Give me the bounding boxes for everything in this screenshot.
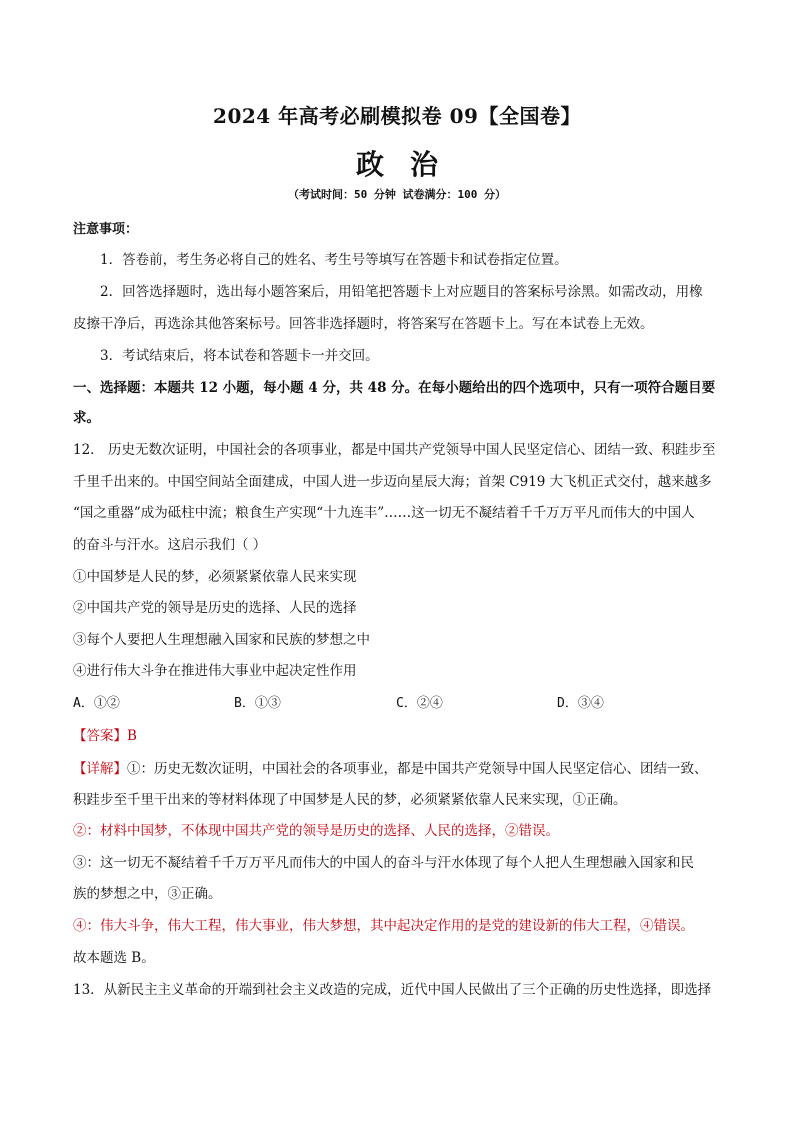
q12-stem-line-3: “国之重器”成为砥柱中流；粮食生产实现“十九连丰”……这一切无不凝结着千千万万平凡而伟大的中国人 [73,505,695,521]
q12-statement-3: ③每个人要把人生理想融入国家和民族的梦想之中 [73,632,370,648]
notice-item-2-line-1: 2．回答选择题时，选出每小题答案后，用铅笔把答题卡上对应题目的答案标号涂黑。如需改动，用橡 [100,284,703,300]
q12-detail-item-4: ④：伟大斗争，伟大工程，伟大事业，伟大梦想，其中起决定作用的是党的建设新的伟大工程，④错误。 [73,918,694,934]
notice-title: 注意事项： [73,222,139,237]
notice-item-2-line-2: 皮擦干净后，再选涂其他答案标号。回答非选择题时，将答案写在答题卡上。写在本试卷上无效。 [73,316,654,332]
exam-info: （考试时间：50 分钟 试卷满分：100 分） [288,188,506,201]
q12-answer: 【答案】B [73,728,137,744]
q12-stem-line-2: 千里千出来的。中国空间站全面建成，中国人进一步迈向星辰大海；首架 C919 大飞机正式交付，越来越多 [73,474,712,490]
detail-item-1-text: ①：历史无数次证明，中国社会的各项事业，都是中国共产党领导中国人民坚定信心、团结一致、 [127,761,708,777]
q12-conclusion: 故本题选 B。 [73,950,155,966]
detail-label: 【详解】 [73,761,127,777]
notice-item-1: 1．答卷前，考生务必将自己的姓名、考生号等填写在答题卡和试卷指定位置。 [100,252,568,268]
q12-detail-item-3-line-1: ③：这一切无不凝结着千千万万平凡而伟大的中国人的奋斗与汗水体现了每个人把人生理想融入国家和民 [73,855,694,871]
q12-statement-2: ②中国共产党的领导是历史的选择、人民的选择 [73,600,357,616]
q12-option-b: B．①③ [234,696,281,711]
q12-detail-line-1 [73,759,708,779]
q13-stem-line-1: 13．从新民主主义革命的开端到社会主义改造的完成，近代中国人民做出了三个正确的历史性选择，即选择 [73,982,712,998]
notice-item-3: 3．考试结束后，将本试卷和答题卡一并交回。 [100,348,379,364]
q12-detail-line-2: 积跬步至千里干出来的等材料体现了中国梦是人民的梦，必须紧紧依靠人民来实现，①正确。 [73,792,627,808]
q12-detail-item-3-line-2: 族的梦想之中，③正确。 [73,886,222,902]
q12-option-a: A．①② [73,696,120,711]
exam-title: 2024 年高考必刷模拟卷 09【全国卷】 [213,104,581,128]
section-heading-line-2: 求。 [73,410,100,426]
q12-detail-item-2: ②：材料中国梦，不体现中国共产党的领导是历史的选择、人民的选择，②错误。 [73,823,559,839]
q12-option-c: C．②④ [396,696,443,711]
section-heading-line-1: 一、选择题：本题共 12 小题，每小题 4 分，共 48 分。在每小题给出的四个选项中，只有一项符合题目要 [73,380,716,396]
q12-stem-line-1: 12． 历史无数次证明，中国社会的各项事业，都是中国共产党领导中国人民坚定信心、团结一致、积跬步至 [73,442,716,458]
q12-stem-line-4: 的奋斗与汗水。这启示我们（ ） [73,537,267,553]
q12-statement-1: ①中国梦是人民的梦，必须紧紧依靠人民来实现 [73,569,357,585]
q12-option-d: D．③④ [557,696,604,711]
subject-title: 政治 [355,148,464,181]
q12-statement-4: ④进行伟大斗争在推进伟大事业中起决定性作用 [73,663,357,679]
